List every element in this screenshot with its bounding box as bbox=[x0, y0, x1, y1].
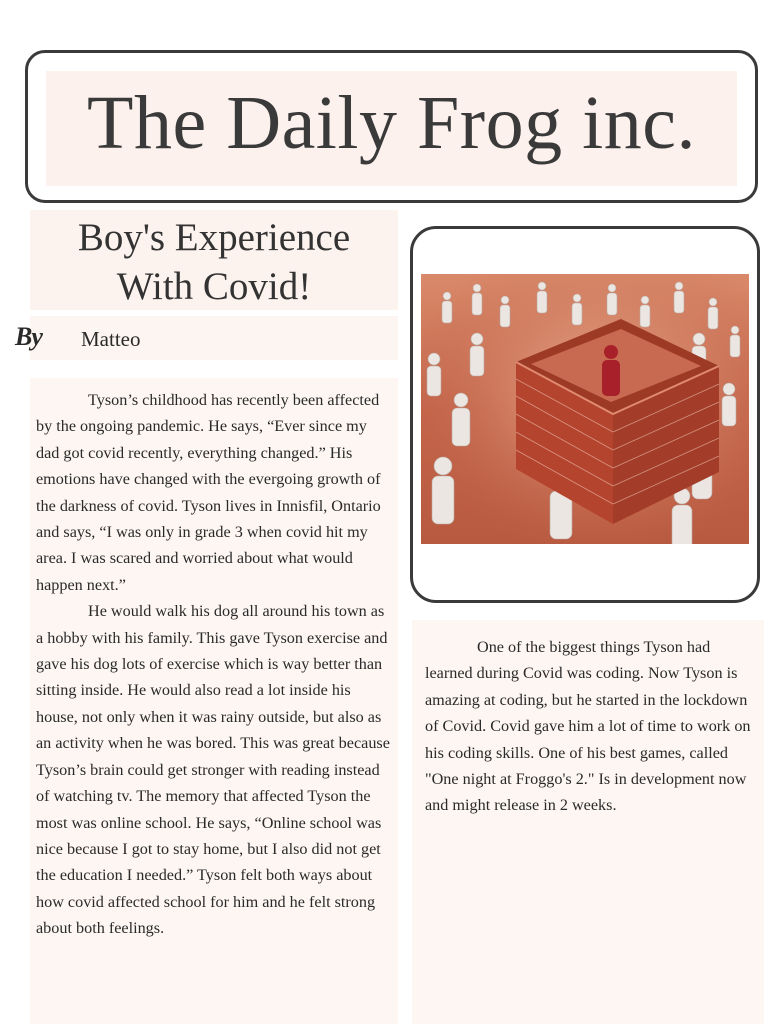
left-paragraph-2: He would walk his dog all around his town as a hobby with his family. This gave Tyson exercise and gave his dog lots of exercise which is way better than sitting inside. He would also read a lot inside his house, not only when it was rainy outside, but also as an activity when he was bored. This was great because Tyson’s brain could get stronger with reading instead of watching tv. The memory that affected Tyson the most was online school. He says, “Online school was nice because I got to stay home, but I also did not get the education I needed.” Tyson felt both ways about how covid affected school for him and he felt strong about both feelings. bbox=[36, 602, 390, 938]
headline-line-1: Boy's Experience bbox=[77, 216, 351, 259]
masthead bbox=[25, 50, 758, 203]
right-column bbox=[425, 634, 755, 819]
left-column bbox=[36, 387, 390, 942]
headline-line-2: With Covid! bbox=[116, 265, 312, 308]
isolated-red-figure bbox=[602, 345, 620, 396]
masthead-title: The Daily Frog inc. bbox=[87, 81, 696, 165]
article-headline bbox=[30, 213, 398, 311]
left-paragraph-1: Tyson’s childhood has recently been affected by the ongoing pandemic. He says, “Ever since my dad got covid recently, everything changed.” His emotions have changed with the evergoing growth of the darkness of covid. Tyson lives in Innisfil, Ontario and says, “I was only in grade 3 when covid hit my area. I was scared and worried about what would happen next.” bbox=[36, 391, 381, 594]
isolation-illustration bbox=[421, 274, 749, 544]
right-paragraph-1: One of the biggest things Tyson had learned during Covid was coding. Now Tyson is amazing at coding, but he started in the lockdown of Covid. Covid gave him a lot of time to work on his coding skills. One of his best games, called "One night at Froggo's 2." Is in development now and might release in 2 weeks. bbox=[425, 638, 751, 815]
byline-prefix: By bbox=[15, 322, 42, 351]
byline-author: Matteo bbox=[81, 327, 141, 351]
photo-frame bbox=[410, 226, 760, 603]
